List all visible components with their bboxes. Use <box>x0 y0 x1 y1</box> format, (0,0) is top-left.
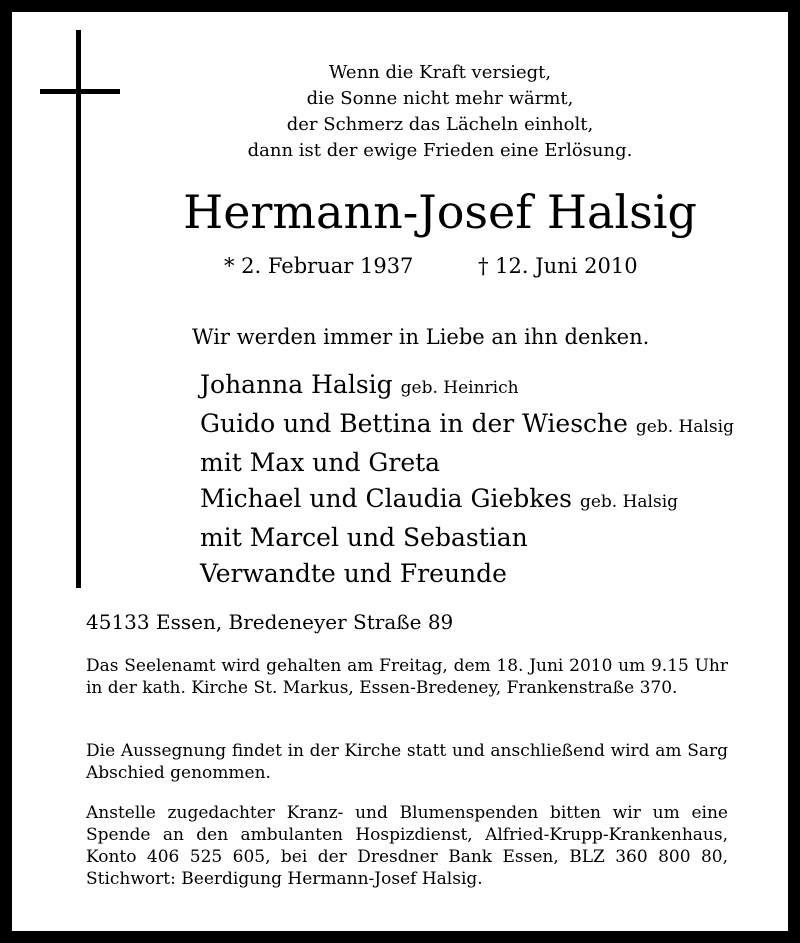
remembrance-line: Wir werden immer in Liebe an ihn denken. <box>192 325 650 349</box>
verse-line: Wenn die Kraft versiegt, <box>328 62 552 83</box>
verse-line: der Schmerz das Lächeln einholt, <box>286 114 594 135</box>
donation-request: Anstelle zugedachter Kranz- und Blumenspenden bitten wir um eine Spende an den ambulanten Hospizdienst, Alfried-Krupp-Krankenhaus, Konto 406 525 605, bei der Dresdner Bank Essen, BLZ 360 800 80, Stichwort: Beerdigung Hermann-Josef Halsig. <box>86 803 728 889</box>
family-member <box>200 481 734 520</box>
requiem-mass-info: Das Seelenamt wird gehalten am Freitag, dem 18. Juni 2010 um 9.15 Uhr in der kath. Kirche St. Markus, Essen-Bredeney, Frankenstraße 370. <box>86 656 728 698</box>
family-member-name: Guido und Bettina in der Wiesche <box>200 409 628 438</box>
deceased-name: Hermann-Josef Halsig <box>183 185 697 239</box>
death-date: † 12. Juni 2010 <box>478 254 638 278</box>
family-member-name: Johanna Halsig <box>200 370 393 399</box>
family-member <box>200 556 734 592</box>
family-list <box>200 367 734 592</box>
cross-horizontal-bar <box>40 89 120 94</box>
maiden-name: geb. Halsig <box>635 417 734 437</box>
family-member-name: Michael und Claudia Giebkes <box>200 484 573 513</box>
family-member <box>200 445 734 481</box>
family-address: 45133 Essen, Bredeneyer Straße 89 <box>86 610 454 634</box>
verse-line: dann ist der ewige Frieden eine Erlösung. <box>247 140 633 161</box>
verse-line: die Sonne nicht mehr wärmt, <box>306 88 574 109</box>
farewell-info: Die Aussegnung findet in der Kirche statt und anschließend wird am Sarg Abschied genommen. <box>86 741 728 783</box>
family-member-name: mit Marcel und Sebastian <box>200 523 528 552</box>
maiden-name: geb. Halsig <box>579 492 679 512</box>
life-dates <box>0 254 800 284</box>
cross-vertical-bar <box>76 30 81 588</box>
family-member <box>200 520 734 556</box>
family-member-name: mit Max und Greta <box>200 448 441 477</box>
maiden-name: geb. Heinrich <box>400 378 519 398</box>
family-member-name: Verwandte und Freunde <box>200 559 507 588</box>
birth-date: * 2. Februar 1937 <box>224 254 414 278</box>
memorial-verse <box>200 60 680 164</box>
family-member <box>200 367 734 406</box>
family-member <box>200 406 734 445</box>
